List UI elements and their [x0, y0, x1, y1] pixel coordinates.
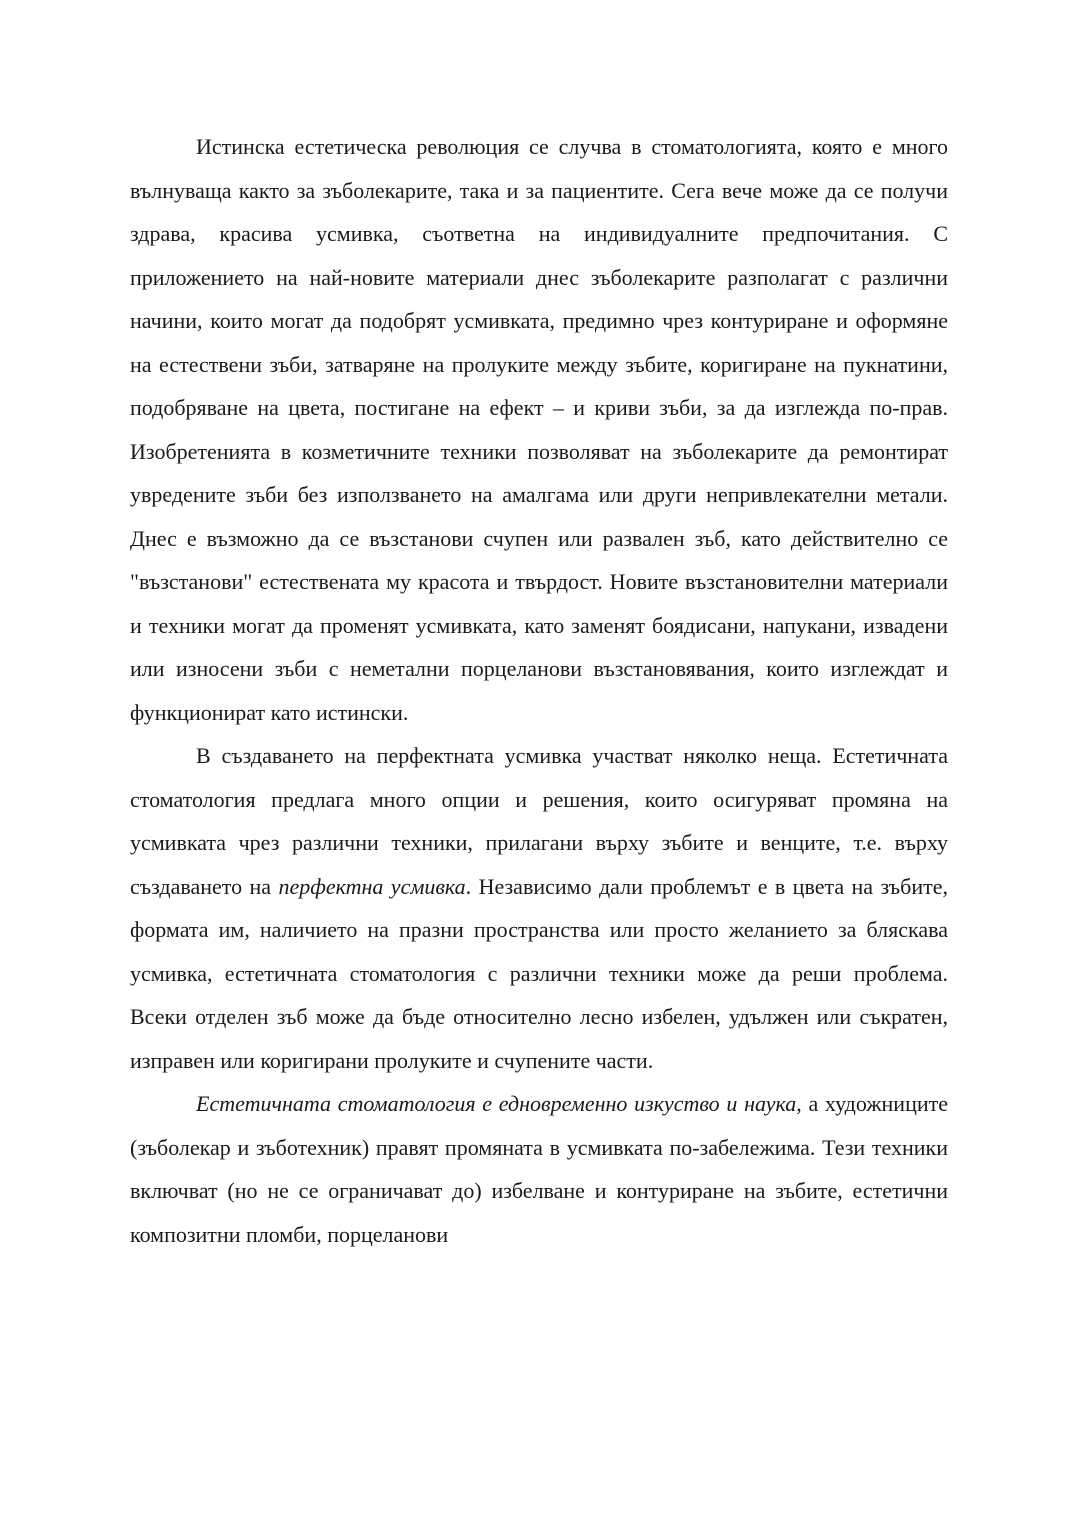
paragraph-1-text: Истинска естетическа революция се случва в стоматологията, която е много вълнуваща както за зъболекарите, така и за пациентите. Сега вече може да се получи здрава, красива усмивка, съответна на индивидуалните предпочитания. С приложението на най-новите материали днес зъболекарите разполагат с различни начини, които могат да подобрят усмивката, предимно чрез контуриране и оформяне на естествени зъби, затваряне на пролуките между зъбите, коригиране на пукнатини, подобряване на цвета, постигане на ефект – и криви зъби, за да изглежда по-прав. Изобретенията в козметичните техники позволяват на зъболекарите да ремонтират увредените зъби без използването на амалгама или други непривлекателни метали. Днес е възможно да се възстанови счупен или развален зъб, като действително се "възстанови" естествената му красота и твърдост. Новите възстановителни материали и техники могат да променят усмивката, като заменят боядисани, напукани, извадени или износени зъби с неметални порцеланови възстановявания, които изглеждат и функционират като истински. — [130, 134, 948, 725]
paragraph-2-italic-term: перфектна усмивка — [278, 873, 466, 899]
paragraph-1 — [130, 125, 948, 734]
paragraph-3-italic-lead: Естетичната стоматология е едновременно изкуство и наука — [196, 1091, 797, 1116]
paragraph-3-text: , а художниците (зъболекар и зъботехник) правят промяната в усмивката по-забележима. Тези техники включват (но не се ограничават до) избелване и контуриране на зъбите, естетични композитни пломби, порцеланови — [130, 1091, 949, 1247]
paragraph-3 — [130, 1082, 948, 1256]
paragraph-2-text-a: В създаването на перфектната усмивка участват няколко неща. Естетичната стоматология предлага много опции и решения, които осигуряват промяна на усмивката чрез различни техники, прилагани върху зъбите и венците, т.е. върху създаването на — [130, 743, 948, 899]
paragraph-2 — [130, 734, 948, 1082]
document-page — [130, 125, 948, 1256]
paragraph-2-text-b: . Независимо дали проблемът е в цвета на зъбите, формата им, наличието на празни пространства или просто желанието за бляскава усмивка, естетичната стоматология с различни техники може да реши проблема. Всеки отделен зъб може да бъде относително лесно избелен, удължен или съкратен, изправен или коригирани пролуките и счупените части. — [130, 873, 948, 1073]
